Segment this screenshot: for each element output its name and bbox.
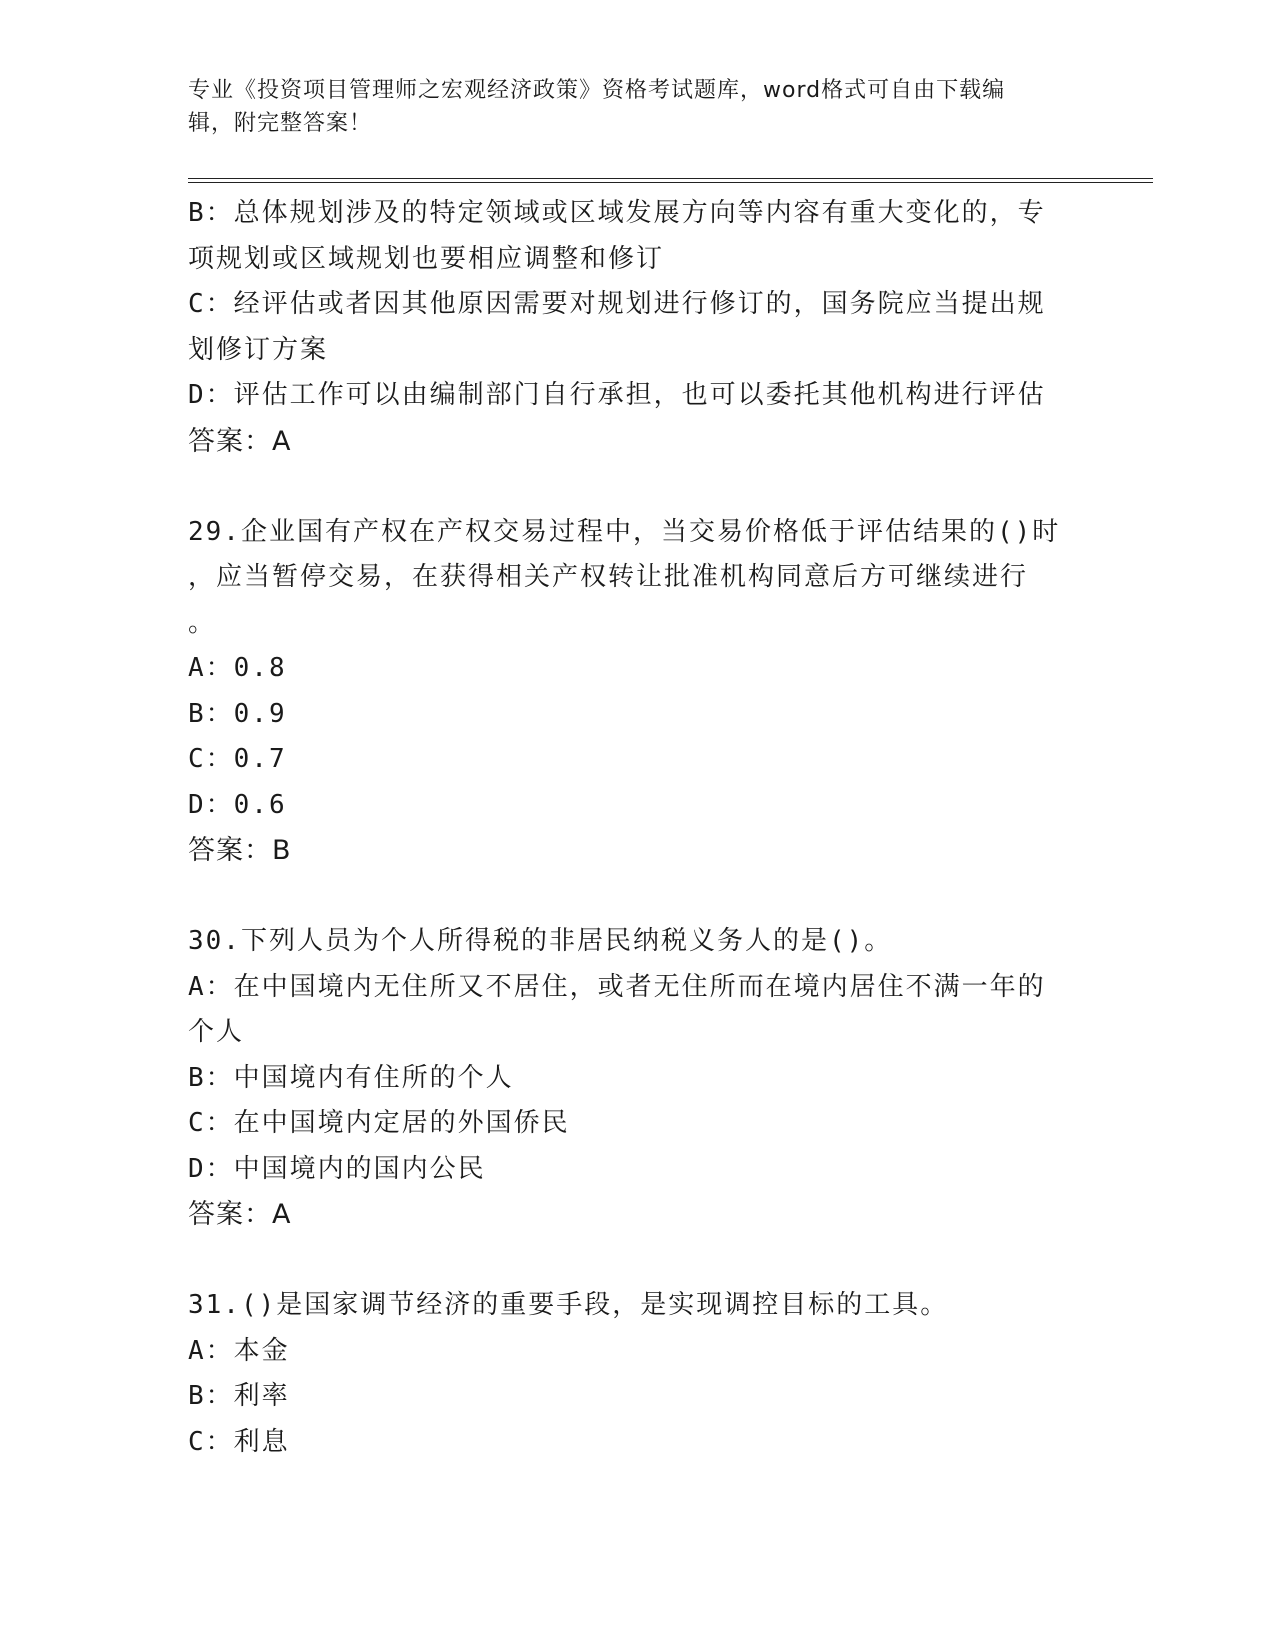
question-stem-line-3: 。 [188,607,217,638]
document-body [188,191,1088,1465]
option-d: D：0.6 [188,789,287,820]
option-c: C：在中国境内定居的外国侨民 [188,1108,570,1138]
option-b: B：0.9 [188,698,287,729]
header-double-rule [188,178,1153,183]
question-31 [188,1283,1088,1465]
question-stem: 30.下列人员为个人所得税的非居民纳税义务人的是()。 [188,926,893,956]
question-29 [188,510,1088,874]
option-b-line-1: B：总体规划涉及的特定领域或区域发展方向等内容有重大变化的，专 [188,198,1046,228]
option-a-line-2: 个人 [188,1017,245,1047]
option-b: B：利率 [188,1381,290,1411]
question-stem-line-2: ，应当暂停交易，在获得相关产权转让批准机构同意后方可继续进行 [188,562,1029,592]
option-a-line-1: A：在中国境内无住所又不居住，或者无住所而在境内居住不满一年的 [188,971,1046,1002]
question-30 [188,919,1088,1238]
option-c-line-1: C：经评估或者因其他原因需要对规划进行修订的，国务院应当提出规 [188,289,1046,319]
header-line-1: 专业《投资项目管理师之宏观经济政策》资格考试题库，word格式可自由下载编 [188,78,1006,103]
header-line-2: 辑，附完整答案！ [188,111,373,136]
spacer [188,464,1088,510]
question-stem: 31.()是国家调节经济的重要手段，是实现调控目标的工具。 [188,1290,949,1320]
option-c: C：0.7 [188,744,287,774]
spacer [188,874,1088,920]
option-b: B：中国境内有住所的个人 [188,1062,514,1093]
option-a: A：本金 [188,1335,290,1366]
answer-line: 答案：B [188,835,292,866]
answer-line: 答案：A [188,425,292,457]
option-b-line-2: 项规划或区域规划也要相应调整和修订 [188,243,665,274]
answer-line: 答案：A [188,1199,292,1230]
option-c-line-2: 划修订方案 [188,334,329,365]
option-a: A：0.8 [188,653,287,683]
option-c: C：利息 [188,1426,290,1457]
document-header [188,74,1088,140]
question-stem-line-1: 29.企业国有产权在产权交易过程中，当交易价格低于评估结果的()时 [188,516,1061,547]
option-d: D：评估工作可以由编制部门自行承担，也可以委托其他机构进行评估 [188,380,1046,410]
spacer [188,1238,1088,1284]
option-d: D：中国境内的国内公民 [188,1153,486,1184]
question-28-tail [188,191,1088,464]
